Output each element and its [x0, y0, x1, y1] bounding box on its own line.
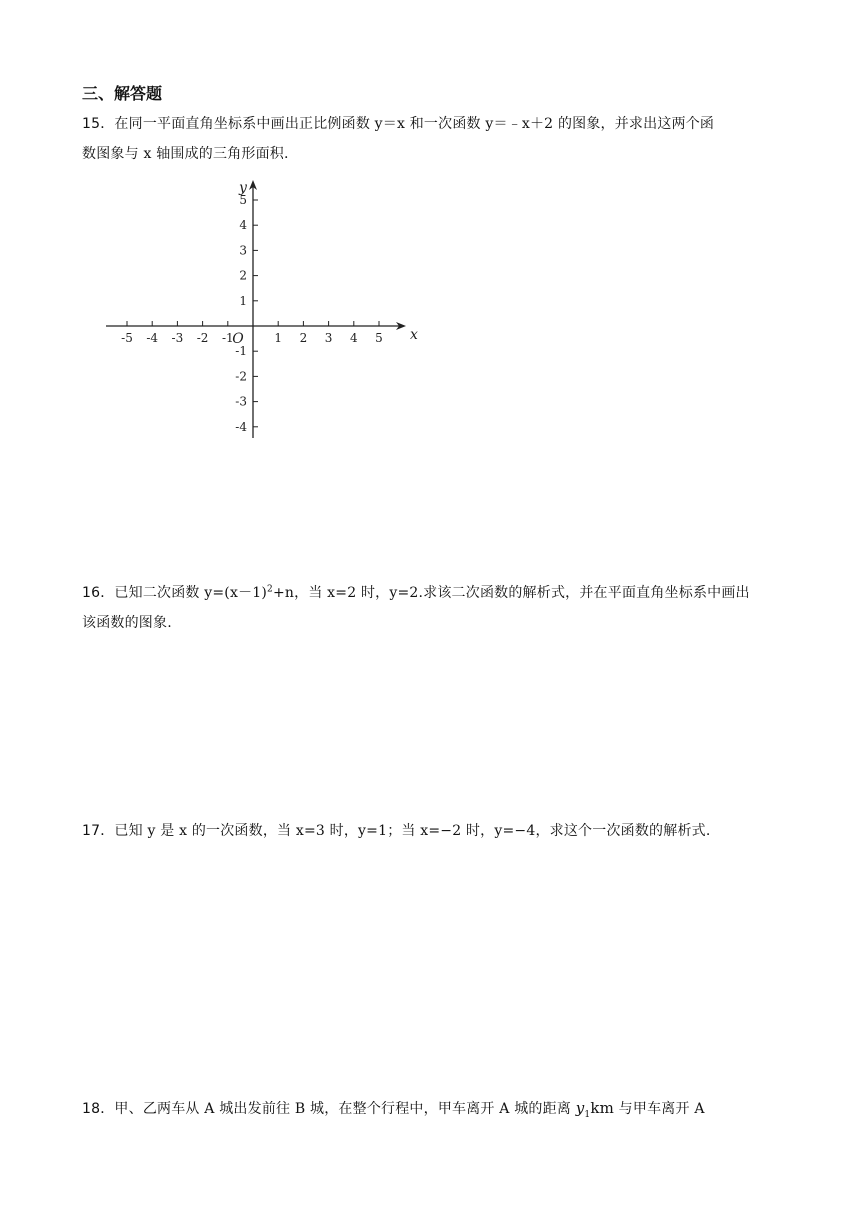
y-tick-label: 3	[239, 243, 247, 258]
question-15-text-2: 数图象与 x 轴围成的三角形面积.	[82, 146, 289, 162]
x-tick-label: 1	[274, 331, 283, 345]
question-15-text-1: 在同一平面直角坐标系中画出正比例函数 y＝x 和一次函数 y＝﹣x＋2 的图象，并求出这两个函	[114, 116, 715, 132]
y-axis-label: y	[239, 180, 247, 196]
question-18-text-1b: 与甲车离开 A	[614, 1101, 705, 1117]
question-18-unit: km	[590, 1099, 615, 1117]
x-axis-label: x	[410, 327, 418, 343]
y-tick-label: -2	[235, 369, 247, 384]
axes-layer	[106, 180, 418, 438]
x-tick-label: -3	[171, 331, 184, 345]
y-tick-label: -1	[235, 344, 247, 359]
y-tick-label: 4	[239, 218, 247, 233]
question-18	[82, 1093, 782, 1124]
coordinate-plane	[100, 176, 420, 442]
question-18-variable-subscript: 1	[584, 1109, 591, 1120]
question-16-text-1b: +n，当 x=2 时，y=2.求该二次函数的解析式，并在平面直角坐标系中画出	[272, 585, 750, 601]
y-tick-label: 2	[239, 268, 247, 283]
question-17-line-1	[82, 816, 782, 846]
x-tick-label: -4	[146, 331, 159, 345]
question-16	[82, 578, 782, 638]
question-18-text-1a: 甲、乙两车从 A 城出发前往 B 城，在整个行程中，甲车离开 A 城的距离	[114, 1101, 576, 1117]
question-15-line-1	[82, 109, 782, 139]
question-16-text-2: 该函数的图象.	[82, 615, 172, 631]
question-16-text-1a: 已知二次函数 y=(x－1)	[114, 585, 268, 601]
question-18-line-1	[82, 1093, 782, 1124]
question-15-number: 15．	[82, 116, 115, 132]
y-tick-label: 1	[239, 293, 247, 308]
x-tick-label: 2	[299, 331, 308, 345]
question-18-number: 18．	[82, 1101, 115, 1117]
question-17-number: 17．	[82, 823, 115, 839]
question-16-number: 16．	[82, 585, 115, 601]
x-tick-label: 5	[375, 331, 383, 345]
question-18-variable: y	[575, 1099, 585, 1117]
section-title: 三、解答题	[82, 84, 163, 103]
question-17	[82, 816, 782, 846]
y-tick-label: 5	[239, 193, 247, 207]
question-16-exponent: 2	[267, 584, 273, 595]
x-tick-label: 3	[324, 331, 333, 345]
x-tick-label: -2	[196, 331, 209, 345]
question-15	[82, 109, 782, 169]
x-tick-label: -5	[121, 331, 133, 345]
question-16-line-1	[82, 578, 782, 608]
question-17-text-1: 已知 y 是 x 的一次函数，当 x=3 时，y=1；当 x=−2 时，y=−4，求这个一次函数的解析式.	[114, 823, 711, 839]
x-tick-label: 4	[349, 331, 358, 345]
x-tick-label: -1	[221, 331, 234, 345]
y-tick-label: -3	[235, 394, 247, 409]
y-tick-label: -4	[235, 419, 247, 434]
origin-label: O	[232, 331, 244, 347]
